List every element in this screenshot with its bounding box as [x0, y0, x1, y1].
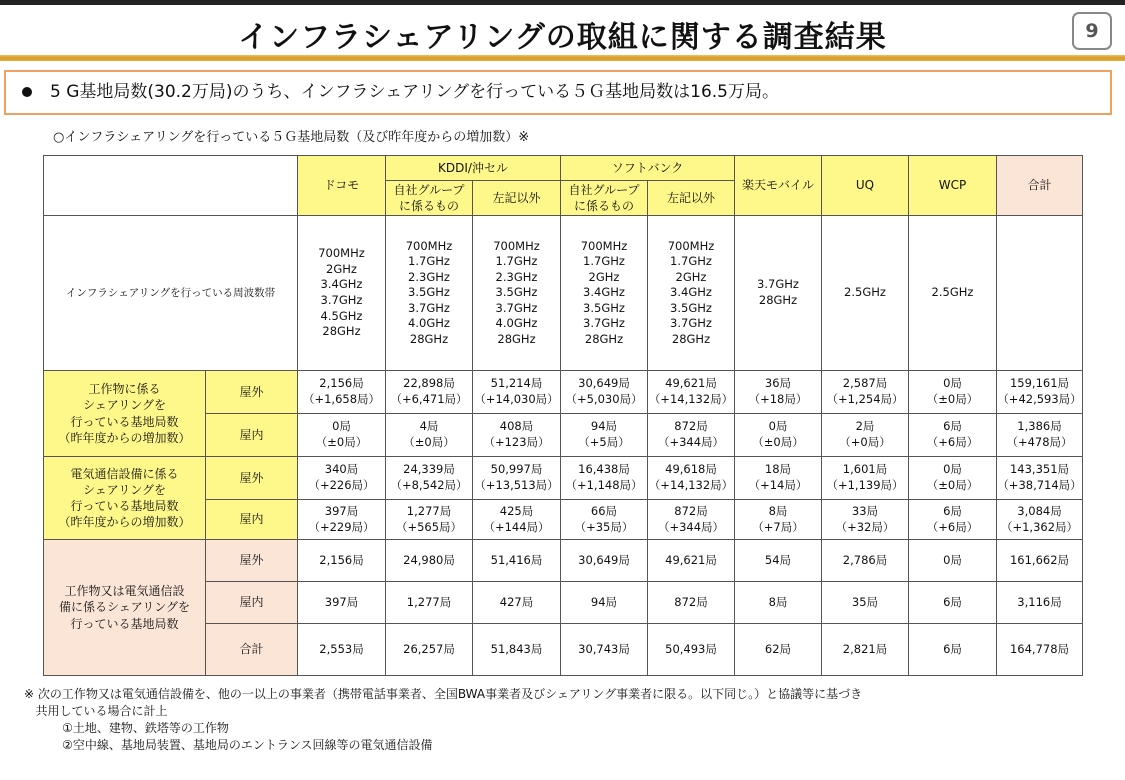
data-cell: 1,277局: [386, 582, 473, 624]
table-row: [44, 156, 1083, 181]
data-cell: 49,621局: [648, 540, 735, 582]
col-header-sub: 自社グループ に係るもの: [561, 181, 648, 216]
data-cell: 6局 （+6局）: [909, 500, 997, 540]
data-cell: 50,997局 （+13,513局）: [473, 457, 561, 500]
freq-cell: 700MHz 1.7GHz 2GHz 3.4GHz 3.5GHz 3.7GHz 28GHz: [561, 216, 648, 371]
data-cell: 0局 （±0局）: [298, 414, 386, 457]
data-cell: 33局 （+32局）: [822, 500, 909, 540]
data-cell: 49,621局 （+14,132局）: [648, 371, 735, 414]
bullet-icon: [22, 87, 32, 97]
data-cell: 49,618局 （+14,132局）: [648, 457, 735, 500]
row-label: 屋外: [206, 457, 298, 500]
group-header-kddi: KDDI/沖セル: [386, 156, 561, 181]
freq-cell: 2.5GHz: [909, 216, 997, 371]
data-cell: 3,116局: [997, 582, 1083, 624]
page-number: 9: [1072, 12, 1112, 50]
freq-row-label: インフラシェアリングを行っている周波数帯: [44, 216, 298, 371]
table-row: [44, 371, 1083, 414]
data-cell: 94局 （+5局）: [561, 414, 648, 457]
table-row: [44, 540, 1083, 582]
freq-cell: 3.7GHz 28GHz: [735, 216, 822, 371]
data-cell: 0局 （±0局）: [735, 414, 822, 457]
data-cell: 0局 （±0局）: [909, 371, 997, 414]
data-cell: 425局 （+144局）: [473, 500, 561, 540]
data-cell: 161,662局: [997, 540, 1083, 582]
data-cell: 164,778局: [997, 624, 1083, 676]
data-cell: 66局 （+35局）: [561, 500, 648, 540]
freq-cell: 700MHz 1.7GHz 2.3GHz 3.5GHz 3.7GHz 4.0GHz 28GHz: [386, 216, 473, 371]
section-label: 電気通信設備に係る シェアリングを 行っている基地局数 （昨年度からの増加数）: [44, 457, 206, 540]
col-header-sub: 左記以外: [648, 181, 735, 216]
data-cell: 397局: [298, 582, 386, 624]
data-cell: 24,339局 （+8,542局）: [386, 457, 473, 500]
data-cell: 8局: [735, 582, 822, 624]
data-cell: 3,084局 （+1,362局）: [997, 500, 1083, 540]
data-cell: 30,743局: [561, 624, 648, 676]
footnote-line: 共用している場合に計上: [24, 704, 168, 718]
data-cell: 1,386局 （+478局）: [997, 414, 1083, 457]
data-cell: 6局 （+6局）: [909, 414, 997, 457]
data-cell: 397局 （+229局）: [298, 500, 386, 540]
row-label: 屋内: [206, 582, 298, 624]
data-cell: 872局: [648, 582, 735, 624]
footnote: [24, 686, 862, 754]
data-cell: 24,980局: [386, 540, 473, 582]
data-cell: 51,416局: [473, 540, 561, 582]
summary-box: [4, 70, 1112, 115]
freq-cell: 700MHz 1.7GHz 2GHz 3.4GHz 3.5GHz 3.7GHz 28GHz: [648, 216, 735, 371]
data-cell: 54局: [735, 540, 822, 582]
data-cell: 2,156局: [298, 540, 386, 582]
col-header-uq: UQ: [822, 156, 909, 216]
data-cell: 18局 （+14局）: [735, 457, 822, 500]
row-label: 屋内: [206, 414, 298, 457]
data-cell: 26,257局: [386, 624, 473, 676]
data-cell: 94局: [561, 582, 648, 624]
data-cell: 8局 （+7局）: [735, 500, 822, 540]
data-cell: 6局: [909, 582, 997, 624]
sharing-table: [43, 155, 1083, 676]
data-cell: 22,898局 （+6,471局）: [386, 371, 473, 414]
data-cell: 1,601局 （+1,139局）: [822, 457, 909, 500]
data-cell: 872局 （+344局）: [648, 500, 735, 540]
row-label: 合計: [206, 624, 298, 676]
data-cell: 0局: [909, 540, 997, 582]
freq-cell: 2.5GHz: [822, 216, 909, 371]
data-cell: 36局 （+18局）: [735, 371, 822, 414]
table-caption: ○インフラシェアリングを行っている５Ｇ基地局数（及び昨年度からの増加数）※: [53, 130, 530, 145]
row-label: 屋内: [206, 500, 298, 540]
data-cell: 143,351局 （+38,714局）: [997, 457, 1083, 500]
data-cell: 35局: [822, 582, 909, 624]
top-bar: [0, 0, 1125, 5]
footnote-line: ①土地、建物、鉄塔等の工作物: [24, 721, 229, 735]
footnote-line: ※ 次の工作物又は電気通信設備を、他の一以上の事業者（携帯電話事業者、全国BWA事業者及びシェアリング事業者に限る。以下同じ。）と協議等に基づき: [24, 687, 863, 701]
col-header-wcp: WCP: [909, 156, 997, 216]
data-cell: 2,786局: [822, 540, 909, 582]
section-label: 工作物に係る シェアリングを 行っている基地局数 （昨年度からの増加数）: [44, 371, 206, 457]
data-cell: 159,161局 （+42,593局）: [997, 371, 1083, 414]
data-cell: 50,493局: [648, 624, 735, 676]
title-divider: [0, 55, 1125, 61]
col-header-docomo: ドコモ: [298, 156, 386, 216]
data-cell: 4局 （±0局）: [386, 414, 473, 457]
data-cell: 2局 （+0局）: [822, 414, 909, 457]
data-cell: 16,438局 （+1,148局）: [561, 457, 648, 500]
group-header-softbank: ソフトバンク: [561, 156, 735, 181]
data-cell: 427局: [473, 582, 561, 624]
data-cell: 62局: [735, 624, 822, 676]
data-cell: 2,553局: [298, 624, 386, 676]
data-cell: 30,649局 （+5,030局）: [561, 371, 648, 414]
section-label: 工作物又は電気通信設 備に係るシェアリングを 行っている基地局数: [44, 540, 206, 676]
data-cell: 1,277局 （+565局）: [386, 500, 473, 540]
col-header-rakuten: 楽天モバイル: [735, 156, 822, 216]
row-label: 屋外: [206, 371, 298, 414]
data-cell: 6局: [909, 624, 997, 676]
col-header-sub: 左記以外: [473, 181, 561, 216]
col-header-sub: 自社グループ に係るもの: [386, 181, 473, 216]
data-cell: 340局 （+226局）: [298, 457, 386, 500]
data-cell: 2,156局 （+1,658局）: [298, 371, 386, 414]
data-cell: 51,214局 （+14,030局）: [473, 371, 561, 414]
page-title: インフラシェアリングの取組に関する調査結果: [238, 20, 887, 55]
freq-cell: 700MHz 1.7GHz 2.3GHz 3.5GHz 3.7GHz 4.0GHz 28GHz: [473, 216, 561, 371]
data-cell: 408局 （+123局）: [473, 414, 561, 457]
table-row: [44, 457, 1083, 500]
data-cell: 51,843局: [473, 624, 561, 676]
freq-cell: [997, 216, 1083, 371]
row-label: 屋外: [206, 540, 298, 582]
data-cell: 2,587局 （+1,254局）: [822, 371, 909, 414]
col-header-total: 合計: [997, 156, 1083, 216]
summary-text: 5 G基地局数(30.2万局)のうち、インフラシェアリングを行っている５Ｇ基地局数は16.5万局。: [50, 82, 779, 102]
footnote-line: ②空中線、基地局装置、基地局のエントランス回線等の電気通信設備: [24, 738, 433, 752]
corner-cell: [44, 156, 298, 216]
freq-cell: 700MHz 2GHz 3.4GHz 3.7GHz 4.5GHz 28GHz: [298, 216, 386, 371]
data-cell: 872局 （+344局）: [648, 414, 735, 457]
table-row: [44, 216, 1083, 371]
data-cell: 0局 （±0局）: [909, 457, 997, 500]
data-cell: 2,821局: [822, 624, 909, 676]
data-cell: 30,649局: [561, 540, 648, 582]
